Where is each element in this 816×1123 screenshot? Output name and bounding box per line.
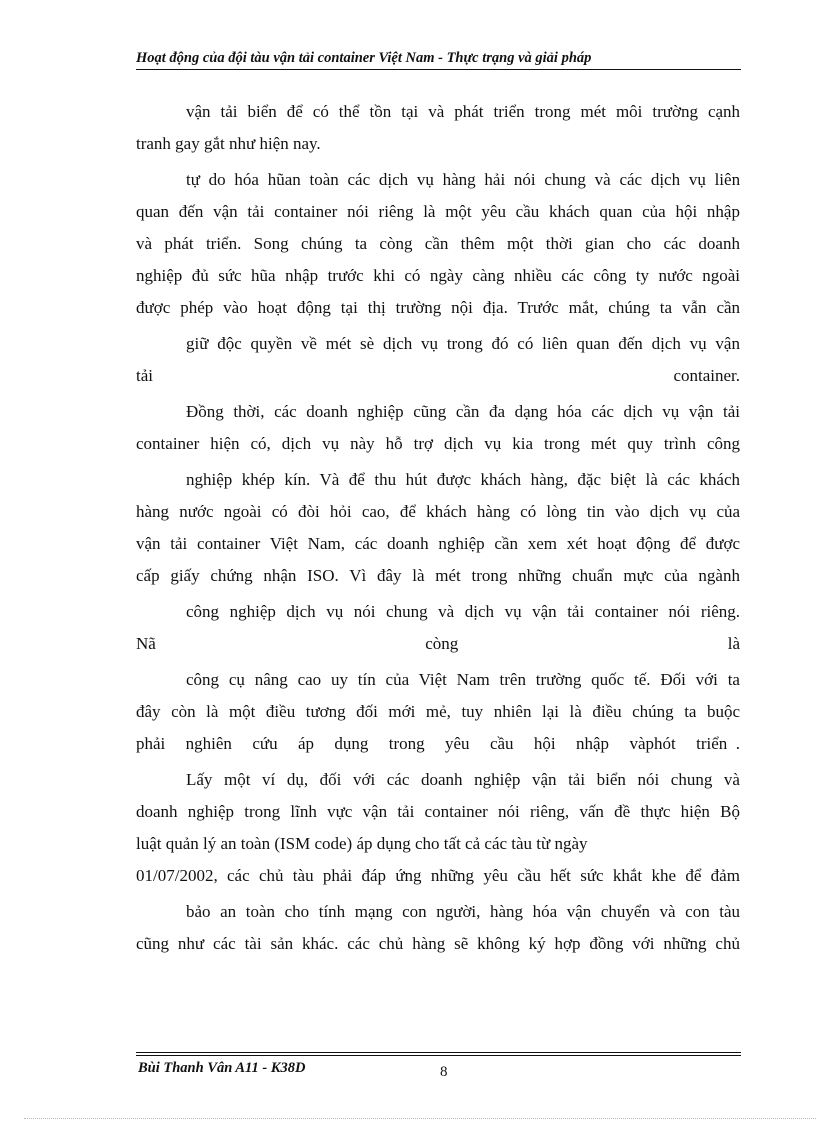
line-word: trong <box>388 734 425 753</box>
text-line <box>136 196 740 228</box>
text-line <box>136 164 740 196</box>
line-word: Nã <box>136 634 156 653</box>
line-text: vận tải biển để có thể tồn tại và phát triển trong mét môi trường cạnh <box>186 102 740 121</box>
line-word: container. <box>673 366 740 385</box>
footer-rule <box>136 1052 741 1056</box>
line-word: áp <box>297 734 314 753</box>
page-header <box>136 50 741 70</box>
line-text: doanh nghiệp trong lĩnh vực vận tải container nói riêng, vấn đề thực hiện Bộ <box>136 802 740 821</box>
text-line <box>136 228 740 260</box>
line-word: còng <box>425 634 459 653</box>
line-text: quan đến vận tải container nói riêng là một yêu cầu khách quan của hội nhập <box>136 202 740 221</box>
line-text: nghiệp đủ sức hũa nhập trước khi có ngày càng nhiều các công ty nước ngoài <box>136 266 740 285</box>
text-line <box>136 560 740 592</box>
line-text: được phép vào hoạt động tại thị trường nội địa. Trước mắt, chúng ta vẫn cần <box>136 298 740 317</box>
line-word: dụng <box>334 734 369 753</box>
line-word: phải <box>136 734 166 753</box>
text-line <box>136 696 740 728</box>
line-word: là <box>727 634 740 653</box>
text-line <box>136 896 740 928</box>
line-word: triển . <box>696 734 740 753</box>
line-text: luật quản lý an toàn (ISM code) áp dụng cho tất cả các tàu từ ngày <box>136 834 588 853</box>
line-text: cũng như các tài sản khác. các chủ hàng sẽ không ký hợp đồng với những chủ <box>136 934 740 953</box>
text-line <box>136 428 740 460</box>
line-text: hàng nước ngoài có đòi hỏi cao, để khách hàng có lòng tin vào dịch vụ của <box>136 502 740 521</box>
text-line <box>136 328 740 360</box>
text-line <box>136 664 740 696</box>
text-line <box>136 628 740 660</box>
header-title: Hoạt động của đội tàu vận tải container Việt Nam - Thực trạng và giải pháp <box>136 50 592 66</box>
page-footer <box>136 1052 741 1080</box>
body-text <box>136 96 740 960</box>
text-line <box>136 96 740 128</box>
line-text: giữ độc quyền về mét sè dịch vụ trong đó có liên quan đến dịch vụ vận <box>186 334 740 353</box>
header-rule <box>136 69 741 70</box>
text-line <box>136 292 740 324</box>
footer-author: Bùi Thanh Vân A11 - K38D <box>138 1060 306 1076</box>
line-word: hội <box>533 734 556 753</box>
line-text: vận tải container Việt Nam, các doanh nghiệp cần xem xét hoạt động để được <box>136 534 740 553</box>
line-text: công cụ nâng cao uy tín của Việt Nam trên trường quốc tế. Đối với ta <box>186 670 740 689</box>
line-word: tải <box>136 366 153 385</box>
text-line <box>136 528 740 560</box>
text-line <box>136 796 740 828</box>
text-line <box>136 396 740 428</box>
text-line <box>136 728 740 760</box>
line-text: tranh gay gắt như hiện nay. <box>136 134 321 153</box>
line-text: bảo an toàn cho tính mạng con người, hàng hóa vận chuyển và con tàu <box>186 902 740 921</box>
line-word: cầu <box>489 734 514 753</box>
page-bottom-divider <box>24 1118 816 1119</box>
line-text: công nghiệp dịch vụ nói chung và dịch vụ vận tải container nói riêng. <box>186 602 740 621</box>
text-line <box>136 828 740 860</box>
line-word: cứu <box>252 734 278 753</box>
line-text: nghiệp khép kín. Và để thu hút được khách hàng, đặc biệt là các khách <box>186 470 740 489</box>
line-text: đây còn là một điều tương đối mới mẻ, tuy nhiên lại là điều chúng ta buộc <box>136 702 740 721</box>
text-line <box>136 464 740 496</box>
page-number: 8 <box>440 1064 448 1080</box>
text-line <box>136 860 740 892</box>
line-word: yêu <box>445 734 470 753</box>
text-line <box>136 928 740 960</box>
line-text: cấp giấy chứng nhận ISO. Vì đây là mét trong những chuẩn mực của ngành <box>136 566 740 585</box>
text-line <box>136 260 740 292</box>
line-text: và phát triển. Song chúng ta còng cần thêm một thời gian cho các doanh <box>136 234 740 253</box>
text-line <box>136 596 740 628</box>
text-line <box>136 360 740 392</box>
line-text: container hiện có, dịch vụ này hỗ trợ dịch vụ kia trong mét quy trình công <box>136 434 740 453</box>
line-text: Đồng thời, các doanh nghiệp cũng cần đa dạng hóa các dịch vụ vận tải <box>186 402 740 421</box>
line-word: nhập <box>576 734 610 753</box>
line-text: tự do hóa hũan toàn các dịch vụ hàng hải nói chung và các dịch vụ liên <box>186 170 740 189</box>
text-line <box>136 128 740 160</box>
text-line <box>136 496 740 528</box>
line-text: 01/07/2002, các chủ tàu phải đáp ứng những yêu cầu hết sức khắt khe để đảm <box>136 866 740 885</box>
text-line <box>136 764 740 796</box>
line-word: vàphót <box>629 734 676 753</box>
line-word: nghiên <box>185 734 232 753</box>
line-text: Lấy một ví dụ, đối với các doanh nghiệp vận tải biển nói chung và <box>186 770 740 789</box>
